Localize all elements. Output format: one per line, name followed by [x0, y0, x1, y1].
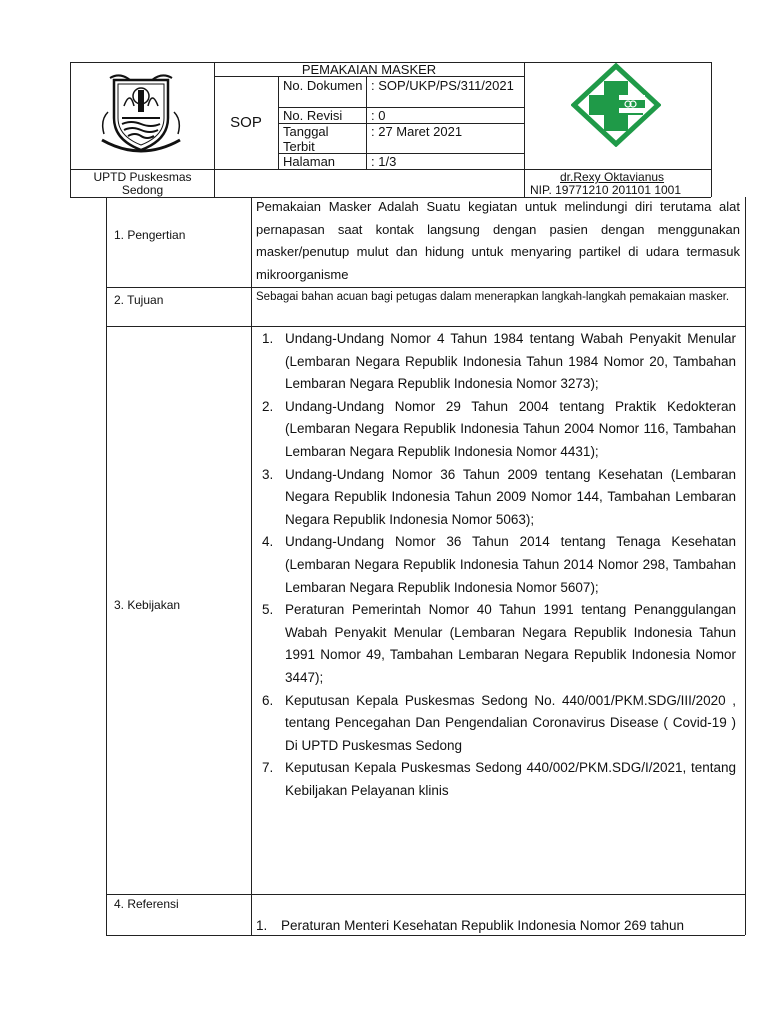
kebijakan-list: [256, 328, 736, 802]
section-label-tujuan: 2. Tujuan: [114, 293, 164, 307]
referensi-item-text: Peraturan Menteri Kesehatan Republik Indonesia Nomor 269 tahun: [281, 918, 685, 933]
section-label-referensi: 4. Referensi: [114, 897, 179, 911]
regional-emblem-logo: [100, 70, 182, 158]
signer-name: dr.Rexy Oktavianus: [560, 170, 665, 184]
meta-label-tanggal-terbit: Tanggal Terbit: [283, 124, 329, 154]
referensi-item-num: 1.: [256, 918, 268, 933]
meta-value-no-revisi: : 0: [371, 108, 386, 123]
list-item: 7. Keputusan Kepala Puskesmas Sedong 440/002/PKM.SDG/I/2021, tentang Kebiljakan Pelayanan klinis: [262, 760, 736, 798]
document-title: PEMAKAIAN MASKER: [301, 62, 437, 77]
sop-label: SOP: [230, 114, 262, 131]
meta-label-no-dokumen: No. Dokumen: [283, 78, 363, 93]
meta-label-halaman: Halaman: [283, 154, 336, 169]
list-item: 4. Undang-Undang Nomor 36 Tahun 2014 tentang Tenaga Kesehatan (Lembaran Negara Republik Indonesia Tahun 2014 Nomor 298, Tambahan Lembaran Negara Republik Indonesia Nomor 5607);: [262, 534, 736, 595]
list-item: 6. Keputusan Kepala Puskesmas Sedong No. 440/001/PKM.SDG/III/2020 , tentang Pencegahan Dan Pengendalian Coronavirus Disease ( Covid-19 ) Di UPTD Puskesmas Sedong: [262, 692, 736, 753]
list-item: 2. Undang-Undang Nomor 29 Tahun 2004 tentang Praktik Kedokteran (Lembaran Negara Republik Indonesia Tahun 2004 Nomor 116, Tambahan Lembaran Negara Republik Indonesia Nomor 4431);: [262, 398, 736, 459]
list-item: 1. Undang-Undang Nomor 4 Tahun 1984 tentang Wabah Penyakit Menular (Lembaran Negara Republik Indonesia Tahun 1984 Nomor 20, Tambahan Lembaran Negara Republik Indonesia Nomor 3273);: [262, 331, 736, 392]
list-item: 5. Peraturan Pemerintah Nomor 40 Tahun 1991 tentang Penanggulangan Wabah Penyakit Menular (Lembaran Negara Republik Indonesia Tahun 1991 Nomor 49, Tambahan Lembaran Negara Republik Indonesia Nomor 3447);: [262, 602, 736, 685]
referensi-item: [256, 916, 742, 936]
puskesmas-logo: [571, 63, 661, 147]
list-item: 3. Undang-Undang Nomor 36 Tahun 2009 tentang Kesehatan (Lembaran Negara Republik Indonesia Tahun 2009 Nomor 144, Tambahan Lembaran Negara Republik Indonesia Nomor 5063);: [262, 466, 736, 527]
tujuan-text: Sebagai bahan acuan bagi petugas dalam menerapkan langkah-langkah pemakaian masker.: [256, 291, 730, 303]
meta-value-tanggal-terbit: : 27 Maret 2021: [371, 124, 463, 139]
section-label-kebijakan: 3. Kebijakan: [114, 598, 181, 612]
meta-value-halaman: : 1/3: [371, 154, 397, 169]
meta-value-no-dokumen: : SOP/UKP/PS/311/2021: [371, 78, 514, 93]
signer-nip: NIP. 19771210 201101 1001: [530, 183, 682, 197]
section-label-pengertian: 1. Pengertian: [114, 228, 186, 242]
pengertian-text: Pemakaian Masker Adalah Suatu kegiatan untuk melindungi diri terutama alat pernapasan saat kontak langsung dengan pasien dengan menggunakan masker/penutup mulut dan hidung untuk menyaring partikel di udara termasuk mikroorganisme: [256, 199, 740, 282]
org-name: UPTD Puskesmas Sedong: [93, 170, 192, 197]
meta-label-no-revisi: No. Revisi: [283, 108, 343, 123]
